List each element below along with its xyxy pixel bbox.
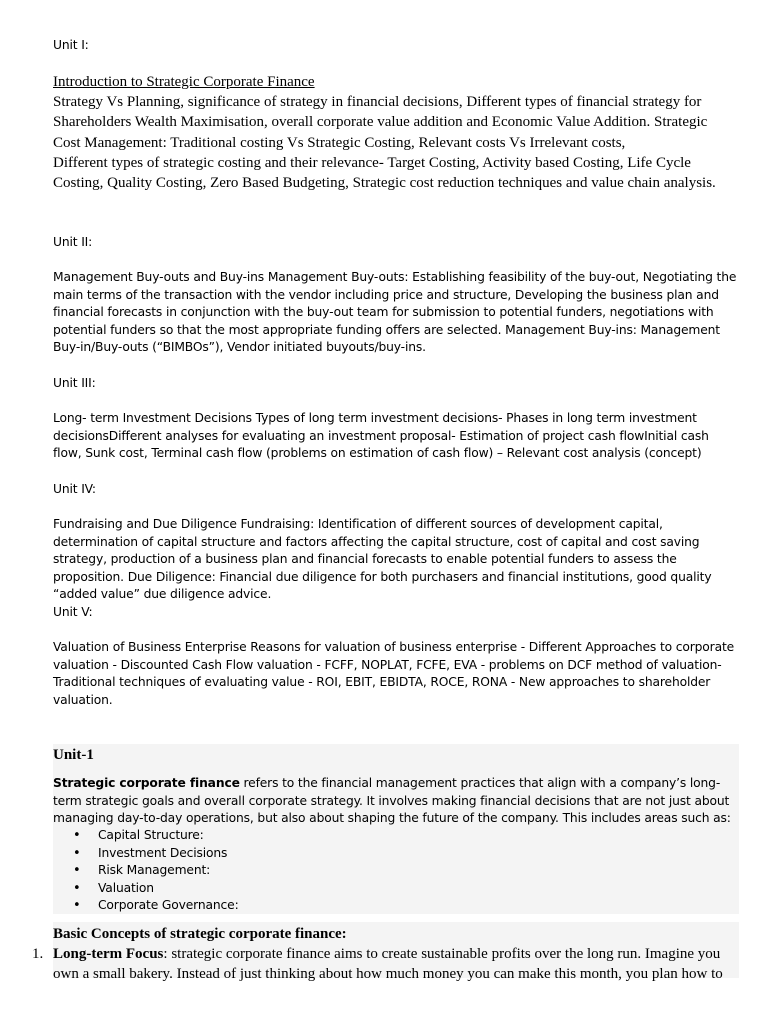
unit2-body: Management Buy-outs and Buy-ins Management Buy-outs: Establishing feasibility of the buy-out, Negotiating the main terms of the transaction with the vendor including price and structure, Developing the business plan and financial forecasts in conjunction with the buy-out team for submission to potential funders, negotiations with potential funders so that the most appropriate funding offers are selected. Management Buy-ins: Management Buy-in/Buy-outs (“BIMBOs”), Vendor initiated buyouts/buy-ins. [53,270,737,355]
unit2-label: Unit II: [53,235,93,249]
list-item [53,944,733,985]
list-item: • Corporate Governance: [53,897,239,915]
intro-paragraph [53,775,733,828]
areas-list [53,827,239,915]
unit5-label: Unit V: [53,605,93,619]
unit4-label: Unit IV: [53,482,96,496]
basic-concepts-heading: Basic Concepts of strategic corporate finance: [53,926,347,942]
list-item: • Investment Decisions [53,845,239,863]
list-number: 1. [32,946,44,962]
unit1-body: Strategy Vs Planning, significance of strategy in financial decisions, Different types of financial strategy for Shareholders Wealth Maximisation, overall corporate value addition and Economic Value Addition. Strategic Cost Management: Traditional costing Vs Strategic Costing, Relevant costs Vs Irrelevant costs, [53,94,708,151]
unit3-label: Unit III: [53,376,96,390]
unit1-notes-heading: Unit-1 [53,747,94,763]
unit1-label: Unit I: [53,38,89,52]
unit1-body-continued: Different types of strategic costing and their relevance- Target Costing, Activity based Costing, Life Cycle Costing, Quality Costing, Zero Based Budgeting, Strategic cost reduction techniques and value chain analysis. [53,155,716,192]
intro-term: Strategic corporate finance [53,776,240,790]
list-item: • Capital Structure: [53,827,239,845]
list-item: • Valuation [53,880,239,898]
unit1-notes-section [53,744,739,914]
point-term: Long-term Focus [53,946,164,962]
point-text: : strategic corporate finance aims to create sustainable profits over the long run. Imagine you own a small bakery. Instead of just thinking about how much money you can make this month, you plan how to [53,946,723,983]
unit1-title: Introduction to Strategic Corporate Finance [53,74,315,90]
unit3-body: Long- term Investment Decisions Types of long term investment decisions- Phases in long term investment decisionsDifferent analyses for evaluating an investment proposal- Estimation of project cash flowInitial cash flow, Sunk cost, Terminal cash flow (problems on estimation of cash flow) – Relevant cost analysis (concept) [53,411,709,461]
unit4-body: Fundraising and Due Diligence Fundraising: Identification of different sources of development capital, determination of capital structure and factors affecting the capital structure, cost of capital and cost saving strategy, production of a business plan and financial forecasts to enable potential funders to assess the proposition. Due Diligence: Financial due diligence for both purchasers and financial institutions, good quality “added value” due diligence advice. [53,517,712,602]
unit5-body: Valuation of Business Enterprise Reasons for valuation of business enterprise - Different Approaches to corporate valuation - Discounted Cash Flow valuation - FCFF, NOPLAT, FCFE, EVA - problems on DCF method of valuation- Traditional techniques of evaluating value - ROI, EBIT, EBIDTA, ROCE, RONA - New approaches to shareholder valuation. [53,640,735,707]
list-item: • Risk Management: [53,862,239,880]
intro-text: refers to the financial management practices that align with a company’s long-term strategic goals and overall corporate strategy. It involves making financial decisions that are not just about managing day-to-day operations, but also about shaping the future of the company. This includes areas such as: [53,776,731,826]
